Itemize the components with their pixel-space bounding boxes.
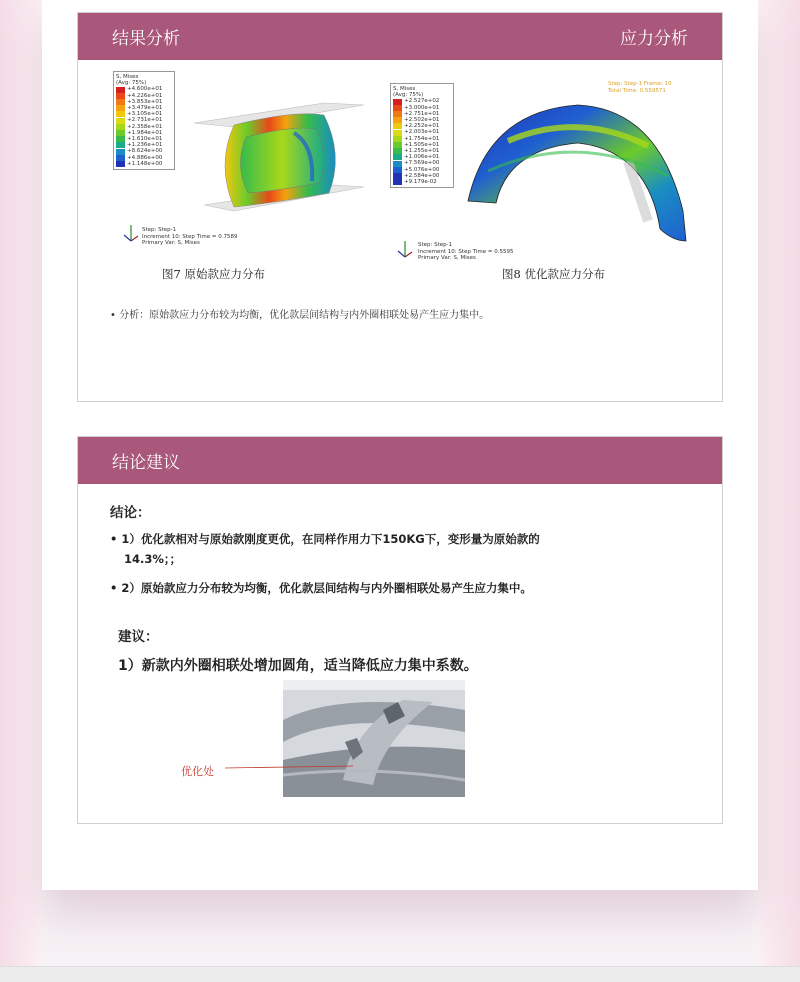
suggestion-title: 建议： — [118, 629, 159, 645]
legend-swatch — [393, 99, 402, 105]
legend-value: +1.754e+01 — [404, 135, 440, 142]
conclusion-item-2: • 2）原始款应力分布较为均衡，优化款层间结构与内外圈相联处易产生应力集中。 — [110, 581, 532, 595]
callout-line — [225, 762, 355, 774]
legend-swatch — [116, 136, 125, 142]
joint-detail-render — [283, 680, 465, 797]
step-label: Step: Step-1 — [418, 242, 453, 248]
increment-label: Increment 10: Step Time = 0.5595 — [418, 248, 514, 255]
frame-line-1: Step: Step-1 Frame: 10 — [608, 81, 672, 87]
legend-value: +2.358e+01 — [127, 123, 163, 130]
stress-legend — [390, 83, 454, 188]
legend-row — [393, 179, 451, 185]
legend-value: +2.584e+00 — [404, 172, 440, 179]
legend-swatch — [393, 173, 402, 179]
legend-swatch — [393, 179, 402, 185]
bottom-band — [0, 966, 800, 982]
figure-8 — [388, 71, 708, 271]
slide-header — [78, 437, 722, 484]
right-backdrop — [758, 0, 800, 981]
legend-swatch — [393, 117, 402, 123]
axis-triad-icon — [396, 237, 414, 259]
legend-avg: (Avg: 75%) — [116, 80, 147, 87]
analysis-note: • 分析：原始款应力分布较为均衡，优化款层间结构与内外圈相联处易产生应力集中。 — [110, 310, 490, 321]
legend-value: +2.527e+02 — [404, 98, 440, 105]
legend-swatch — [393, 167, 402, 173]
legend-swatch — [116, 161, 125, 167]
step-label: Step: Step-1 — [142, 227, 177, 233]
legend-swatch — [393, 148, 402, 154]
figure-7 — [110, 71, 370, 271]
figure-8-caption: 图8 优化款应力分布 — [502, 267, 605, 281]
increment-label: Increment 10: Step Time = 0.7589 — [142, 233, 238, 240]
legend-value: +3.853e+01 — [127, 98, 163, 105]
slide-title: 结论建议 — [112, 453, 180, 473]
legend-swatch — [393, 123, 402, 129]
legend-value: +8.624e+00 — [127, 148, 163, 155]
suggestion-item-1: 1）新款内外圈相联处增加圆角，适当降低应力集中系数。 — [118, 658, 478, 674]
legend-swatch — [116, 130, 125, 136]
legend-value: +3.105e+01 — [127, 111, 163, 118]
legend-value: +1.148e+00 — [127, 160, 163, 167]
legend-swatch — [116, 142, 125, 148]
legend-swatch — [393, 161, 402, 167]
legend-swatch — [116, 111, 125, 117]
legend-value: +1.505e+01 — [404, 141, 440, 148]
legend-value: +1.984e+01 — [127, 129, 163, 136]
result-analysis-slide — [77, 12, 723, 402]
legend-title: S, Mises — [393, 86, 416, 92]
legend-swatch — [116, 93, 125, 99]
legend-swatch — [393, 130, 402, 136]
legend-avg: (Avg: 75%) — [393, 92, 424, 99]
legend-swatch — [393, 111, 402, 117]
original-ring-render — [164, 85, 364, 225]
legend-value: +2.003e+01 — [404, 129, 440, 136]
legend-swatch — [116, 149, 125, 155]
step-info — [142, 227, 237, 247]
left-backdrop — [0, 0, 42, 981]
legend-swatch — [116, 99, 125, 105]
legend-value: +5.076e+00 — [404, 166, 440, 173]
legend-swatch — [393, 142, 402, 148]
step-info — [418, 242, 513, 262]
detail-photo — [283, 680, 465, 797]
primary-var-label: Primary Var: S, Mises — [142, 240, 200, 246]
legend-value: +9.179e-02 — [404, 179, 437, 186]
optimization-label: 优化处 — [181, 765, 214, 778]
legend-value: +4.886e+00 — [127, 154, 163, 161]
legend-value: +1.610e+01 — [127, 136, 163, 143]
legend-value: +1.236e+01 — [127, 142, 163, 149]
legend-value: +3.000e+01 — [404, 104, 440, 111]
slide-header — [78, 13, 722, 60]
legend-swatch — [393, 136, 402, 142]
legend-value: +1.255e+01 — [404, 148, 440, 155]
axis-triad-icon — [122, 221, 140, 243]
legend-value: +2.751e+01 — [404, 110, 440, 117]
slide-title: 结果分析 — [112, 29, 180, 49]
optimized-arch-render — [448, 91, 698, 251]
legend-value: +4.226e+01 — [127, 92, 163, 99]
legend-title: S, Mises — [116, 74, 139, 80]
legend-value: +7.569e+00 — [404, 160, 440, 167]
legend-value: +1.006e+01 — [404, 154, 440, 161]
frame-line-2: Total Time: 0.559571 — [608, 87, 666, 94]
conclusion-title: 结论： — [110, 505, 151, 521]
legend-swatch — [393, 154, 402, 160]
legend-value: +4.600e+01 — [127, 86, 163, 93]
legend-swatch — [116, 105, 125, 111]
primary-var-label: Primary Var: S, Mises — [418, 255, 476, 261]
legend-value: +3.479e+01 — [127, 105, 163, 112]
legend-swatch — [116, 87, 125, 93]
legend-swatch — [116, 155, 125, 161]
legend-value: +2.252e+01 — [404, 123, 440, 130]
slide-subtitle: 应力分析 — [620, 29, 688, 49]
legend-value: +2.731e+01 — [127, 117, 163, 124]
conclusion-item-1-cont: 14.3%；； — [124, 552, 182, 566]
figure-7-caption: 图7 原始款应力分布 — [162, 267, 265, 281]
conclusion-item-1: • 1）优化款相对与原始款刚度更优，在同样作用力下150KG下，变形量为原始款的 — [110, 532, 540, 546]
legend-value: +2.502e+01 — [404, 117, 440, 124]
legend-swatch — [116, 124, 125, 130]
legend-swatch — [393, 105, 402, 111]
legend-swatch — [116, 118, 125, 124]
